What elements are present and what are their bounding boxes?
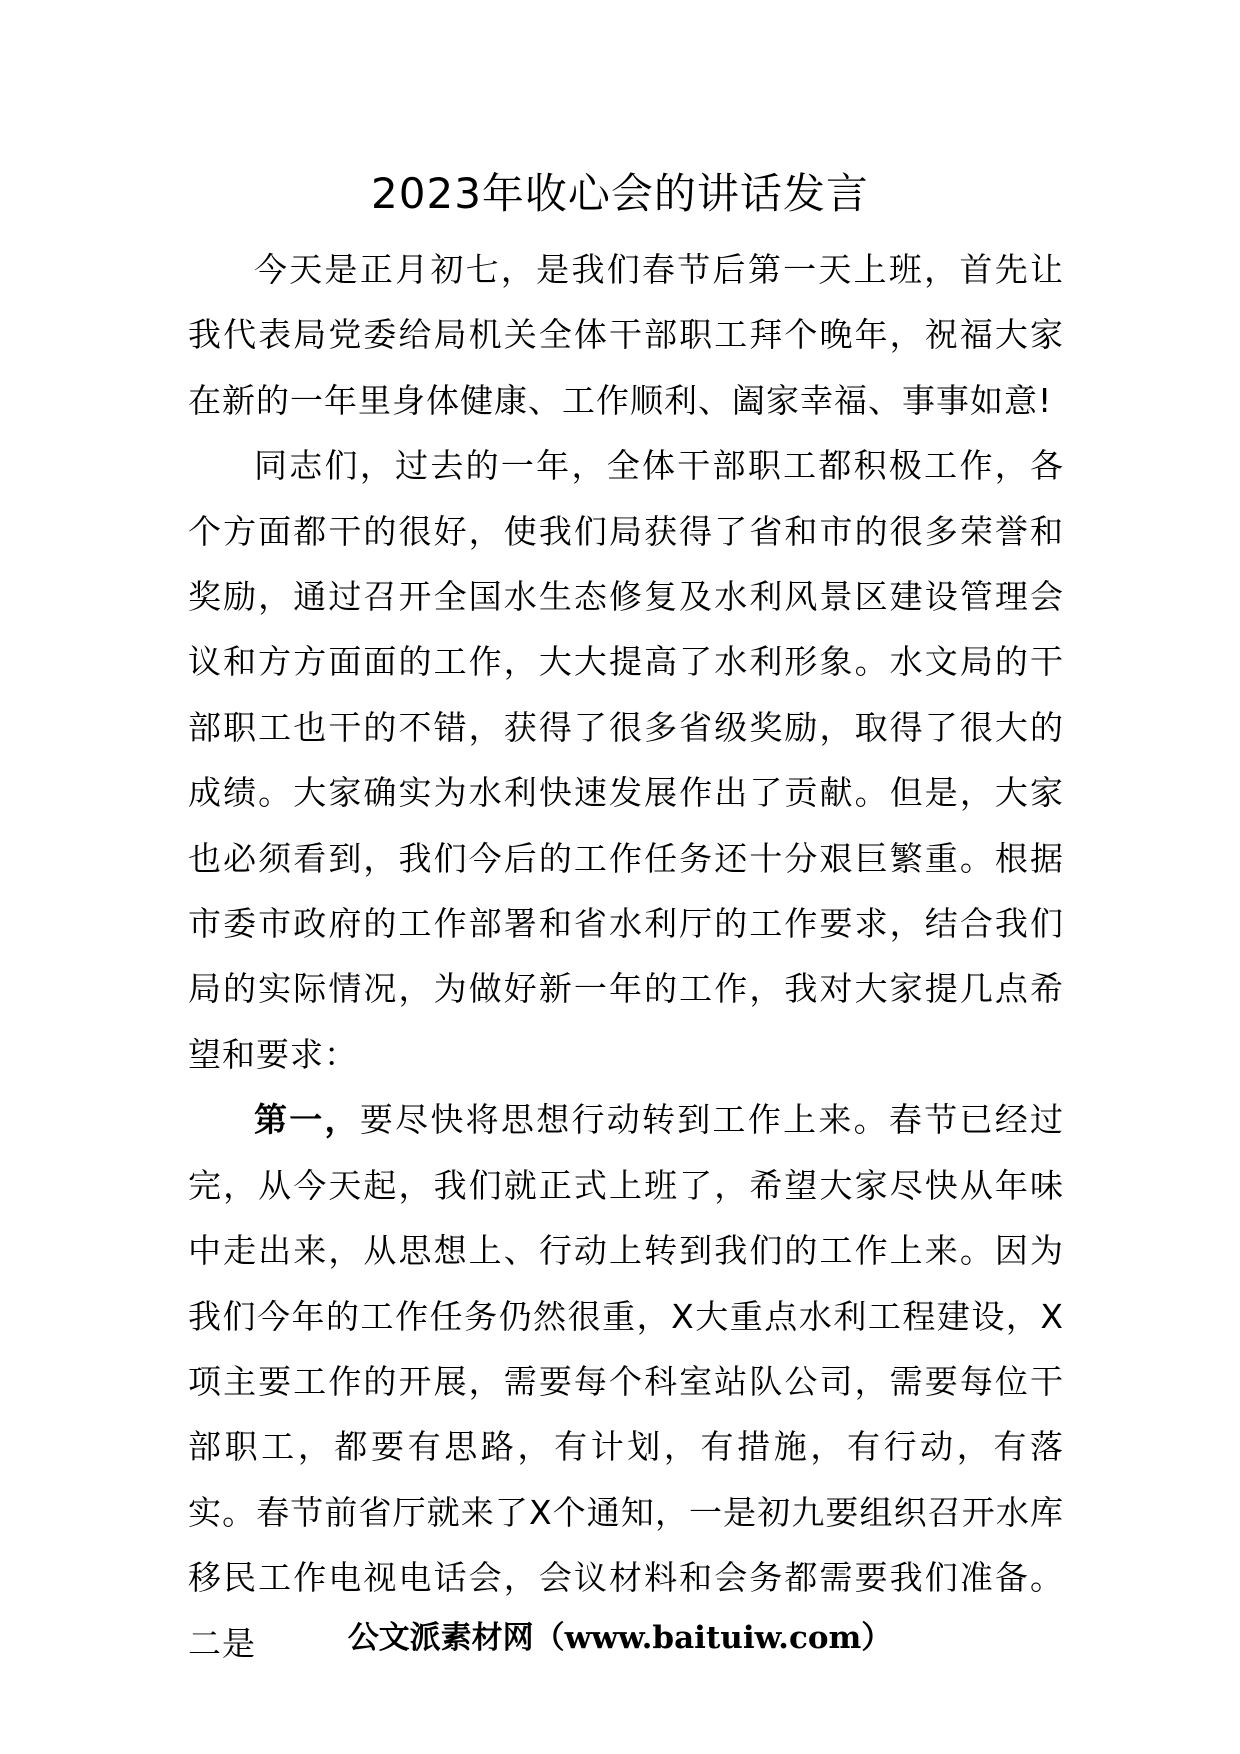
paragraph-review <box>188 433 1064 1087</box>
footer-watermark: 公文派素材网（www.baituiw.com） <box>347 1620 893 1656</box>
paragraph-first-point <box>188 1087 1064 1676</box>
document-title: 2023年收心会的讲话发言 <box>371 169 869 218</box>
paragraph-lead: 第一， <box>254 1100 360 1140</box>
paragraph-greeting <box>188 237 1064 433</box>
paragraph-text: 同志们，过去的一年，全体干部职工都积极工作，各个方面都干的很好，使我们局获得了省和市的很多荣誉和奖励，通过召开全国水生态修复及水利风景区建设管理会议和方方面面的工作，大大提高了水利形象。水文局的干部职工也干的不错，获得了很多省级奖励，取得了很大的成绩。大家确实为水利快速发展作出了贡献。但是，大家也必须看到，我们今后的工作任务还十分艰巨繁重。根据市委市政府的工作部署和省水利厅的工作要求，结合我们局的实际情况，为做好新一年的工作，我对大家提几点希望和要求： <box>188 446 1064 1074</box>
document-body <box>188 237 1064 1676</box>
paragraph-text: 要尽快将思想行动转到工作上来。春节已经过完，从今天起，我们就正式上班了，希望大家尽快从年味中走出来，从思想上、行动上转到我们的工作上来。因为我们今年的工作任务仍然很重，X大重点水利工程建设，X项主要工作的开展，需要每个科室站队公司，需要每位干部职工，都要有思路，有计划，有措施，有行动，有落实。春节前省厅就来了X个通知，一是初九要组织召开水库移民工作电视电话会，会议材料和会务都需要我们准备。二是 <box>188 1100 1065 1663</box>
paragraph-text: 今天是正月初七，是我们春节后第一天上班，首先让我代表局党委给局机关全体干部职工拜个晚年，祝福大家在新的一年里身体健康、工作顺利、阖家幸福、事事如意! <box>188 250 1064 420</box>
